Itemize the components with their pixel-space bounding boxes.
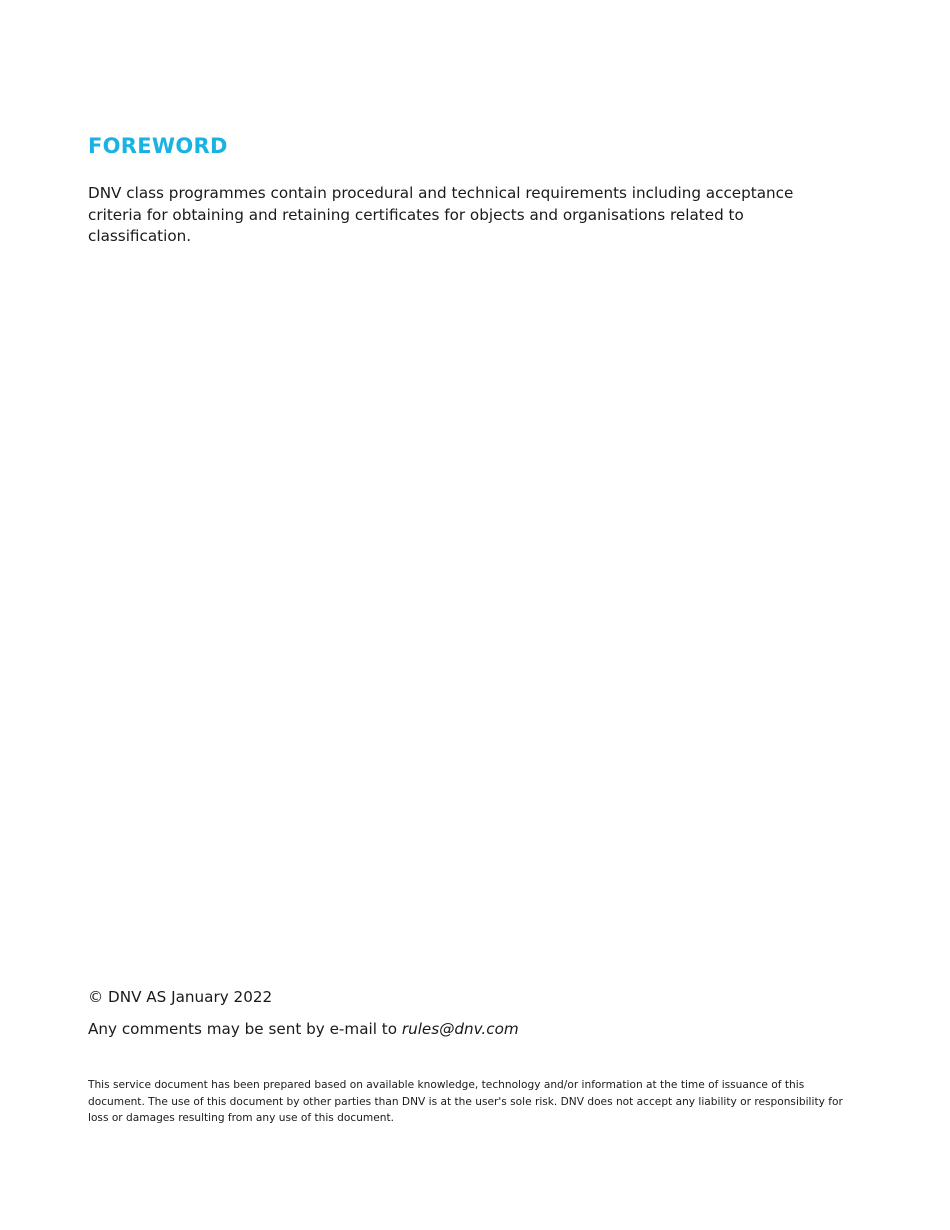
copyright-notice: © DNV AS January 2022 (88, 988, 273, 1006)
comments-line (88, 1019, 519, 1039)
foreword-heading: FOREWORD (88, 134, 228, 158)
comments-prefix: Any comments may be sent by e-mail to (88, 1020, 402, 1038)
foreword-body: DNV class programmes contain procedural and technical requirements including acceptance criteria for obtaining and retaining certificates for objects and organisations related to classification. (88, 184, 794, 246)
contact-email: rules@dnv.com (401, 1020, 519, 1038)
disclaimer-text: This service document has been prepared based on available knowledge, technology and/or information at the time of issuance of this document. The use of this document by other parties than DNV is at the user's sole risk. DNV does not accept any liability or responsibility for loss or damages resulting from any use of this document. (88, 1079, 843, 1124)
